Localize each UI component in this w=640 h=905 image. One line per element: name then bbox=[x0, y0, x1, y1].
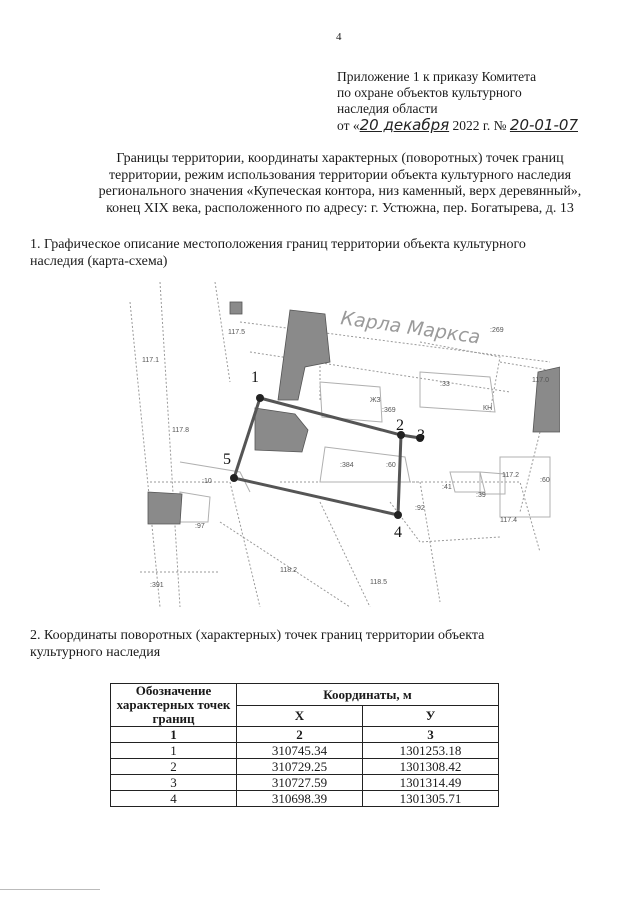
handwritten-date: 20 декабря bbox=[359, 116, 450, 134]
handwritten-order-number: 20-01-07 bbox=[509, 116, 578, 134]
parcel-label: 118.5 bbox=[370, 579, 387, 586]
x-cell: 310745.34 bbox=[237, 743, 363, 759]
x-cell: 310698.39 bbox=[237, 791, 363, 807]
table-row bbox=[111, 743, 499, 759]
appendix-line: наследия области bbox=[337, 101, 438, 116]
section-2-heading bbox=[30, 627, 620, 661]
document-title bbox=[64, 151, 616, 217]
parcel-label: :60 bbox=[386, 462, 396, 469]
boundary-point bbox=[256, 394, 264, 402]
building-footprint bbox=[230, 302, 242, 314]
parcel-label: :41 bbox=[442, 484, 452, 491]
parcel-label: 117.5 bbox=[228, 329, 245, 336]
parcel-label: :39 bbox=[476, 492, 486, 499]
header-x: X bbox=[237, 705, 363, 727]
section-line: культурного наследия bbox=[30, 645, 161, 660]
boundary-point bbox=[394, 511, 402, 519]
parcel-label: 117.8 bbox=[172, 427, 189, 434]
point-label-5: 5 bbox=[223, 451, 231, 468]
title-line: конец XIX века, расположенного по адресу: г. Устюжна, пер. Богатырева, д. 13 bbox=[106, 200, 574, 216]
y-cell: 1301253.18 bbox=[363, 743, 499, 759]
parcel-label: :10 bbox=[202, 478, 212, 485]
column-number: 1 bbox=[111, 727, 237, 743]
table-row bbox=[111, 775, 499, 791]
appendix-date-line bbox=[337, 117, 578, 134]
y-cell: 1301305.71 bbox=[363, 791, 499, 807]
coordinates-table bbox=[110, 683, 499, 807]
table-row bbox=[111, 791, 499, 807]
parcel-label: :60 bbox=[540, 477, 550, 484]
appendix-line: Приложение 1 к приказу Комитета bbox=[337, 69, 537, 84]
parcel-label: :92 bbox=[415, 505, 425, 512]
title-line: Границы территории, координаты характерных (поворотных) точек границ bbox=[116, 151, 564, 166]
section-line: 1. Графическое описание местоположения границ территории объекта культурного bbox=[30, 237, 526, 252]
parcel-label: 117.2 bbox=[502, 472, 519, 479]
title-line: регионального значения «Купеческая контора, низ каменный, верх деревянный», bbox=[98, 184, 582, 199]
parcel-label: ЖЗ bbox=[370, 397, 381, 404]
street-label: Карла Маркса bbox=[339, 307, 482, 349]
column-number: 2 bbox=[237, 727, 363, 743]
point-cell: 2 bbox=[111, 759, 237, 775]
point-label-4: 4 bbox=[394, 524, 402, 541]
section-line: наследия (карта-схема) bbox=[30, 254, 168, 269]
appendix-line: по охране объектов культурного bbox=[337, 85, 522, 100]
parcel-label: 118.2 bbox=[280, 567, 297, 574]
parcel-label: 117.1 bbox=[142, 357, 159, 364]
column-number: 3 bbox=[363, 727, 499, 743]
point-label-1: 1 bbox=[251, 369, 259, 386]
page-number: 4 bbox=[336, 31, 342, 43]
header-y: У bbox=[363, 705, 499, 727]
cadastral-map bbox=[120, 282, 560, 607]
point-cell: 3 bbox=[111, 775, 237, 791]
building-footprint bbox=[148, 492, 182, 524]
parcel-label: :384 bbox=[340, 462, 354, 469]
header-point-designation: Обозначение характерных точек границ bbox=[111, 684, 237, 727]
table-row bbox=[111, 759, 499, 775]
x-cell: 310729.25 bbox=[237, 759, 363, 775]
date-prefix: от « bbox=[337, 118, 360, 133]
section-line: 2. Координаты поворотных (характерных) точек границ территории объекта bbox=[30, 628, 485, 643]
parcel-label: 117.0 bbox=[532, 377, 549, 384]
y-cell: 1301314.49 bbox=[363, 775, 499, 791]
point-cell: 1 bbox=[111, 743, 237, 759]
year-text: 2022 г. № bbox=[449, 118, 507, 133]
section-1-heading bbox=[30, 236, 620, 270]
point-label-2: 2 bbox=[396, 417, 404, 434]
parcel-label: 117.4 bbox=[500, 517, 517, 524]
x-cell: 310727.59 bbox=[237, 775, 363, 791]
point-cell: 4 bbox=[111, 791, 237, 807]
parcel-label: :97 bbox=[195, 523, 205, 530]
appendix-block bbox=[337, 69, 578, 134]
point-label-3: 3 bbox=[417, 427, 425, 444]
parcel-label: КН bbox=[483, 405, 493, 412]
parcel-label: :33 bbox=[440, 381, 450, 388]
y-cell: 1301308.42 bbox=[363, 759, 499, 775]
divider bbox=[0, 889, 100, 890]
parcel-label: :369 bbox=[382, 407, 396, 414]
parcel-label: :269 bbox=[490, 327, 504, 334]
header-coordinates: Координаты, м bbox=[237, 684, 499, 706]
boundary-point bbox=[230, 474, 238, 482]
parcel-label: :391 bbox=[150, 582, 164, 589]
title-line: территории, режим использования территории объекта культурного наследия bbox=[108, 167, 572, 183]
